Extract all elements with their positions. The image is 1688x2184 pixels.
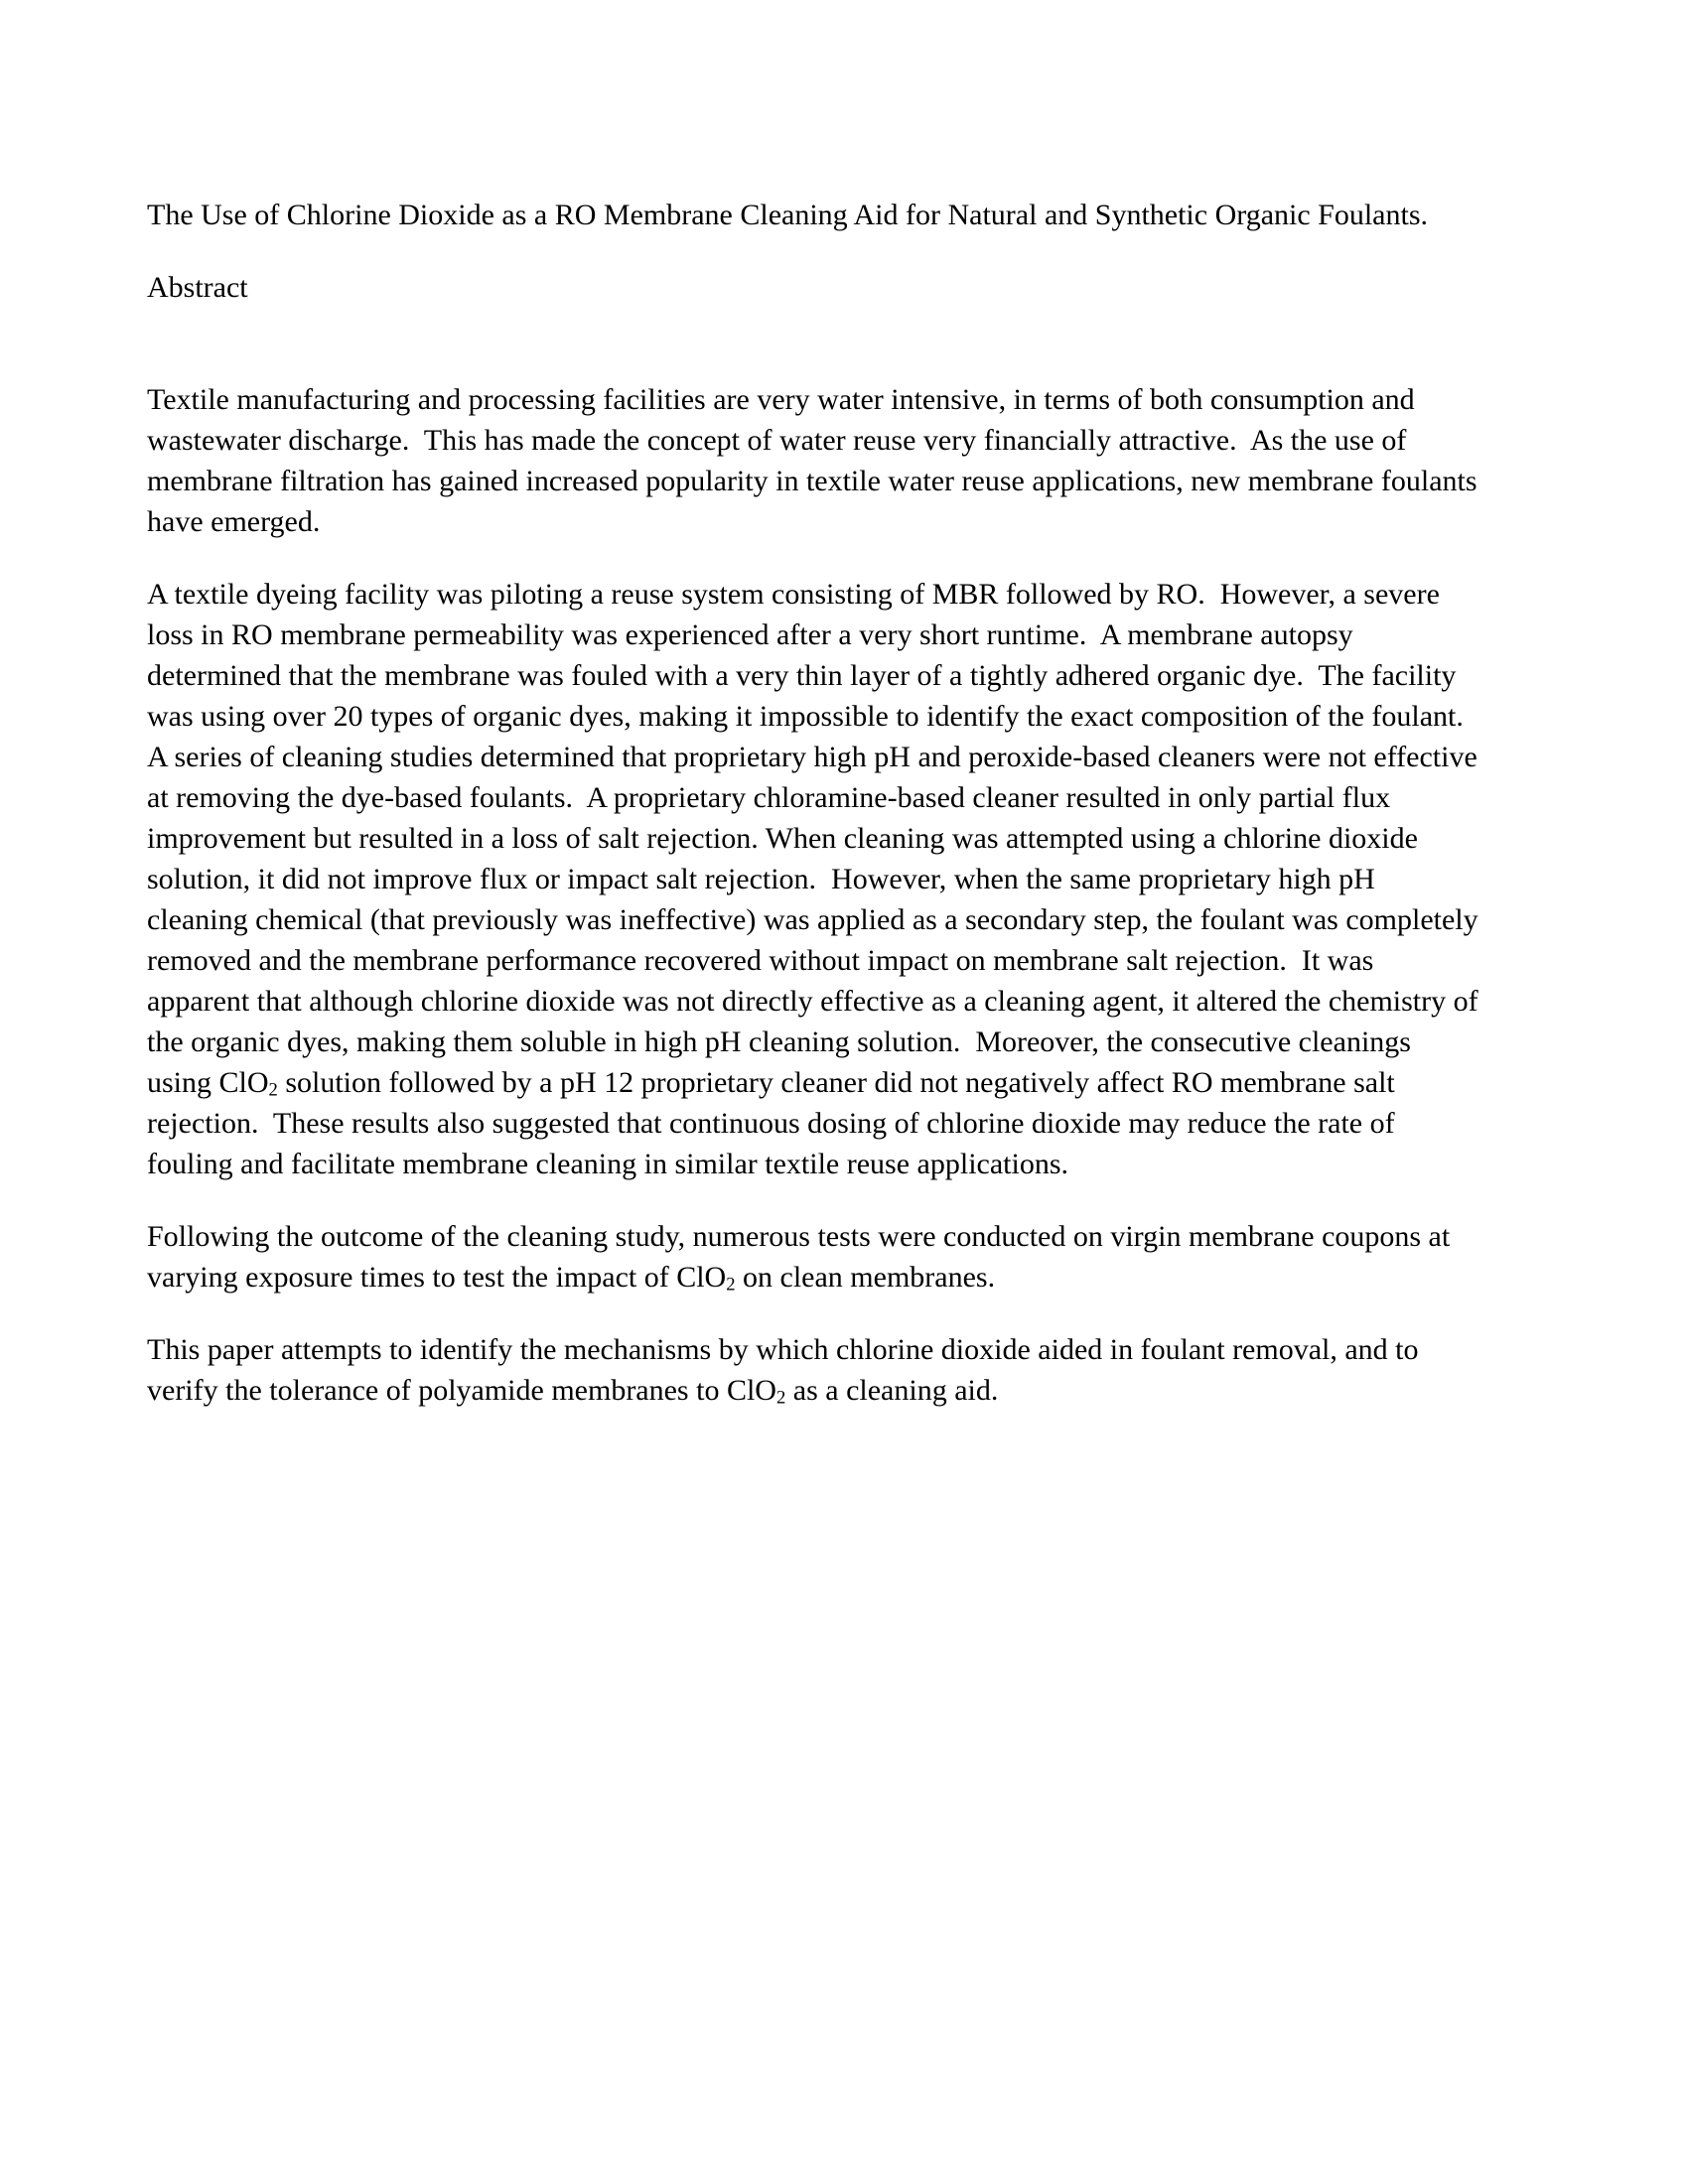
paragraph-text: A textile dyeing facility was piloting a reuse system consisting of MBR followed by RO. However, a severe loss in RO membrane permeability was experienced after a very short runtime. A membrane autopsy determined that the membrane was fouled with a very thin layer of a tightly adhered organic dye. The facility was using over 20 types of organic dyes, making it impossible to identify the exact composition of the foulant. A series of cleaning studies determined that proprietary high pH and peroxide-based cleaners were not effective at removing the dye-based foulants. A proprietary chloramine-based cleaner resulted in only partial flux improvement but resulted in a loss of salt rejection. When cleaning was attempted using a chlorine dioxide solution, it did not improve flux or impact salt rejection. However, when the same proprietary high pH cleaning chemical (that previously was ineffective) was applied as a secondary step, the foulant was completely removed and the membrane performance recovered without impact on membrane salt rejection. It was apparent that although chlorine dioxide was not directly effective as a cleaning agent, it altered the chemistry of the organic dyes, making them soluble in high pH cleaning solution. Moreover, the consecutive cleanings using ClO [147, 578, 1486, 1099]
paragraph-text: Following the outcome of the cleaning study, numerous tests were conducted on virgin membrane coupons at varying exposure times to test the impact of ClO [147, 1220, 1458, 1294]
paragraph [147, 574, 1486, 1184]
paragraph-text: solution followed by a pH 12 proprietary cleaner did not negatively affect RO membrane salt rejection. These results also suggested that continuous dosing of chlorine dioxide may reduce the rate of fouling and facilitate membrane cleaning in similar textile reuse applications. [147, 1066, 1403, 1180]
paragraph [147, 379, 1485, 542]
paragraph-text: as a cleaning aid. [785, 1374, 999, 1407]
paragraph-text: on clean membranes. [735, 1261, 996, 1294]
subscript-text: 2 [268, 1079, 278, 1101]
paragraph-text: This paper attempts to identify the mechanisms by which chlorine dioxide aided in foulant removal, and to verify the tolerance of polyamide membranes to ClO [147, 1333, 1427, 1407]
subscript-text: 2 [726, 1274, 736, 1296]
paragraph-text: Textile manufacturing and processing facilities are very water intensive, in terms of both consumption and wastewater discharge. This has made the concept of water reuse very financially attractive. As the use of membrane filtration has gained increased popularity in textile water reuse applications, new membrane foulants have emerged. [147, 383, 1485, 538]
paragraph [147, 1329, 1481, 1411]
abstract-heading: Abstract [147, 271, 248, 304]
paragraph [147, 1216, 1481, 1297]
subscript-text: 2 [775, 1387, 786, 1409]
abstract-body [147, 379, 1486, 1411]
document-title: The Use of Chlorine Dioxide as a RO Membrane Cleaning Aid for Natural and Synthetic Organic Foulants. [147, 199, 1428, 231]
